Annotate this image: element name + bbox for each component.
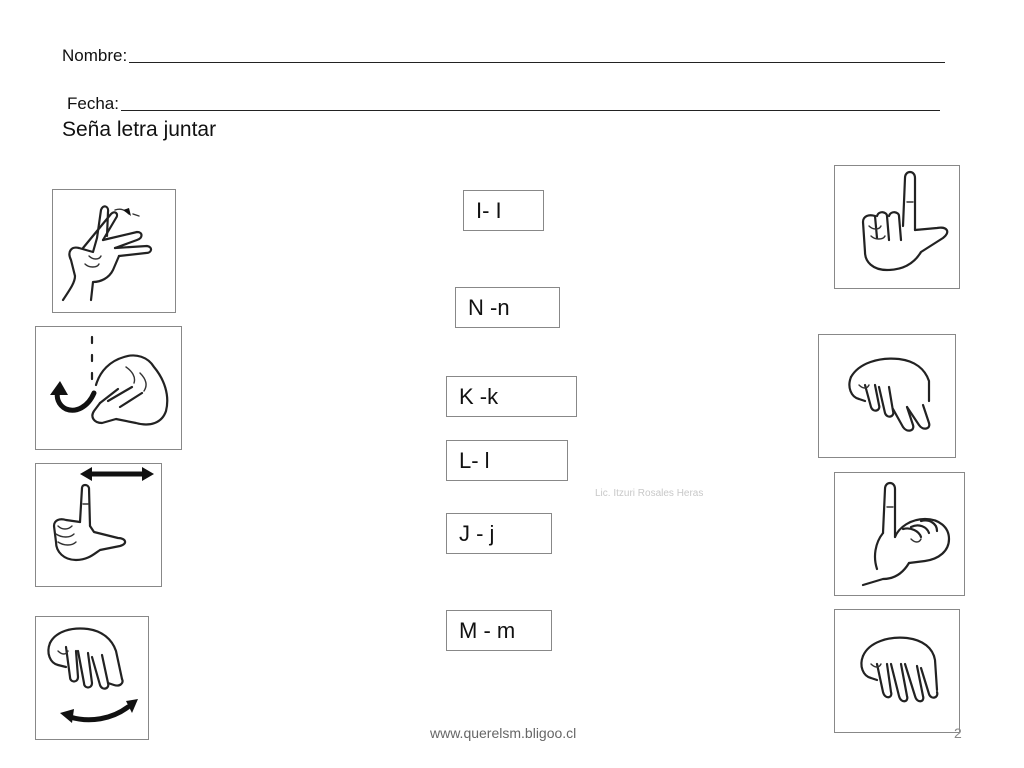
left-sign-j[interactable] (35, 326, 182, 450)
name-line[interactable] (129, 62, 945, 63)
left-sign-l-moving[interactable] (35, 463, 162, 587)
hand-sign-j-icon (36, 327, 181, 449)
hand-sign-l-icon (835, 166, 959, 288)
letter-box-n[interactable]: N -n (455, 287, 560, 328)
name-field[interactable] (62, 46, 945, 66)
letter-box-k[interactable]: K -k (446, 376, 577, 417)
worksheet-subtitle: Seña letra juntar (62, 118, 217, 141)
hand-sign-i-icon (835, 473, 964, 595)
date-line[interactable] (121, 110, 940, 111)
letter-box-i[interactable]: I- I (463, 190, 544, 231)
left-sign-k[interactable] (52, 189, 176, 313)
right-sign-n[interactable] (818, 334, 956, 458)
name-label: Nombre: (62, 46, 128, 65)
hand-sign-l-moving-icon (36, 464, 161, 586)
letter-box-j[interactable]: J - j (446, 513, 552, 554)
letter-box-l[interactable]: L- l (446, 440, 568, 481)
author-watermark: Lic. Itzuri Rosales Heras (595, 488, 704, 499)
letter-box-m[interactable]: M - m (446, 610, 552, 651)
right-sign-l[interactable] (834, 165, 960, 289)
right-sign-m[interactable] (834, 609, 960, 733)
page-number: 2 (954, 725, 962, 741)
date-label: Fecha: (67, 94, 119, 113)
right-sign-i[interactable] (834, 472, 965, 596)
footer-url[interactable]: www.querelsm.bligoo.cl (430, 725, 577, 741)
hand-sign-m-moving-icon (36, 617, 148, 739)
hand-sign-k-icon (53, 190, 175, 312)
hand-sign-n-icon (819, 335, 955, 457)
left-sign-m-moving[interactable] (35, 616, 149, 740)
hand-sign-m-icon (835, 610, 959, 732)
date-field[interactable] (67, 94, 940, 114)
